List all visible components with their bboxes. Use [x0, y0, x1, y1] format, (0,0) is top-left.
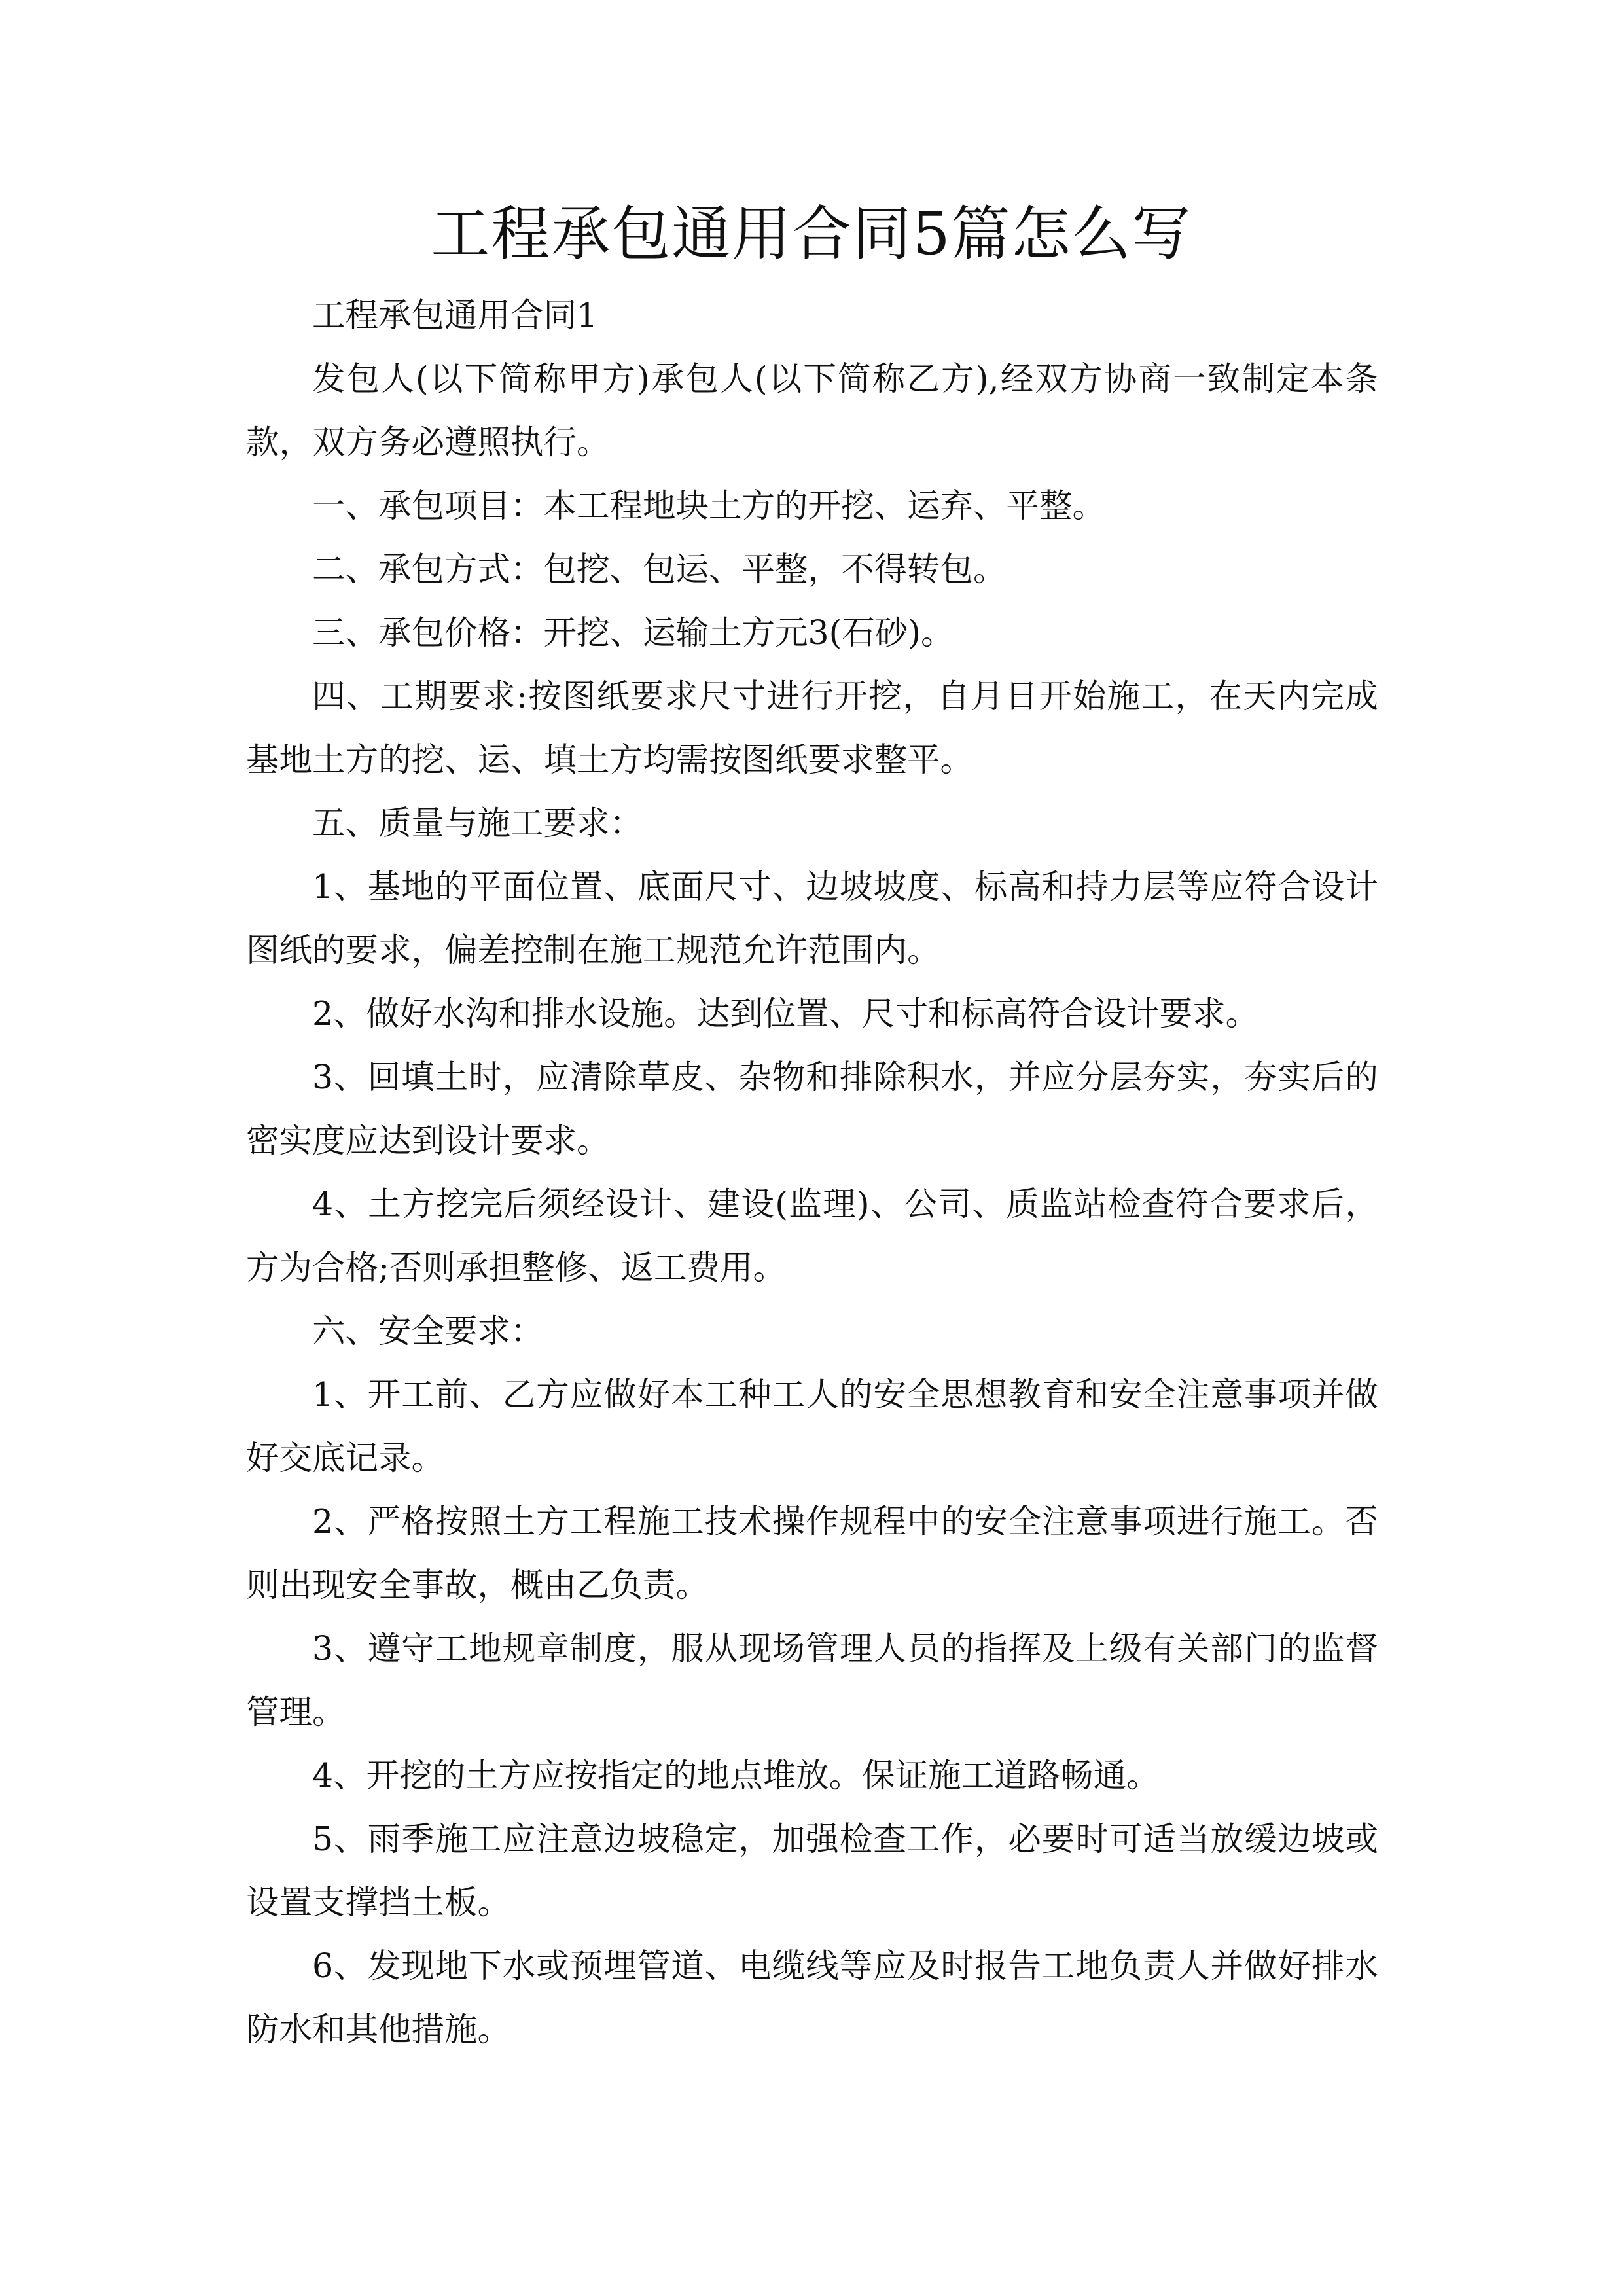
- paragraph: 二、承包方式：包挖、包运、平整，不得转包。: [312, 550, 1007, 588]
- paragraph: 五、质量与施工要求：: [312, 804, 643, 842]
- paragraph: 一、承包项目：本工程地块土方的开挖、运弃、平整。: [312, 486, 1105, 525]
- paragraph: 3、回填土时，应清除草皮、杂物和排除积水，并应分层夯实，夯实后的密实度应达到设计要求。: [246, 1058, 1378, 1160]
- paragraph: 4、土方挖完后须经设计、建设(监理)、公司、质监站检查符合要求后，方为合格;否则承担整修、返工费用。: [246, 1185, 1378, 1287]
- document-body: [246, 283, 1378, 2061]
- paragraph: 5、雨季施工应注意边坡稳定，加强检查工作，必要时可适当放缓边坡或设置支撑挡土板。: [246, 1820, 1378, 1922]
- paragraph: 三、承包价格：开挖、运输土方元3(石砂)。: [312, 613, 954, 652]
- paragraph: 四、工期要求:按图纸要求尺寸进行开挖，自月日开始施工，在天内完成基地土方的挖、运、填土方均需按图纸要求整平。: [246, 677, 1378, 779]
- paragraph: 3、遵守工地规章制度，服从现场管理人员的指挥及上级有关部门的监督管理。: [246, 1629, 1378, 1731]
- paragraph: 4、开挖的土方应按指定的地点堆放。保证施工道路畅通。: [312, 1756, 1160, 1795]
- paragraph: 2、严格按照土方工程施工技术操作规程中的安全注意事项进行施工。否则出现安全事故，概由乙负责。: [246, 1502, 1378, 1604]
- section-heading: 工程承包通用合同1: [312, 296, 598, 334]
- paragraph: 6、发现地下水或预埋管道、电缆线等应及时报告工地负责人并做好排水防水和其他措施。: [246, 1946, 1378, 2049]
- paragraph: 发包人(以下简称甲方)承包人(以下简称乙方),经双方协商一致制定本条款，双方务必遵照执行。: [246, 359, 1378, 461]
- document-title: 工程承包通用合同5篇怎么写: [431, 200, 1192, 268]
- paragraph: 六、安全要求：: [312, 1312, 544, 1350]
- paragraph: 1、开工前、乙方应做好本工种工人的安全思想教育和安全注意事项并做好交底记录。: [246, 1375, 1378, 1477]
- paragraph: 2、做好水沟和排水设施。达到位置、尺寸和标高符合设计要求。: [312, 994, 1259, 1033]
- paragraph: 1、基地的平面位置、底面尺寸、边坡坡度、标高和持力层等应符合设计图纸的要求，偏差控制在施工规范允许范围内。: [246, 867, 1378, 969]
